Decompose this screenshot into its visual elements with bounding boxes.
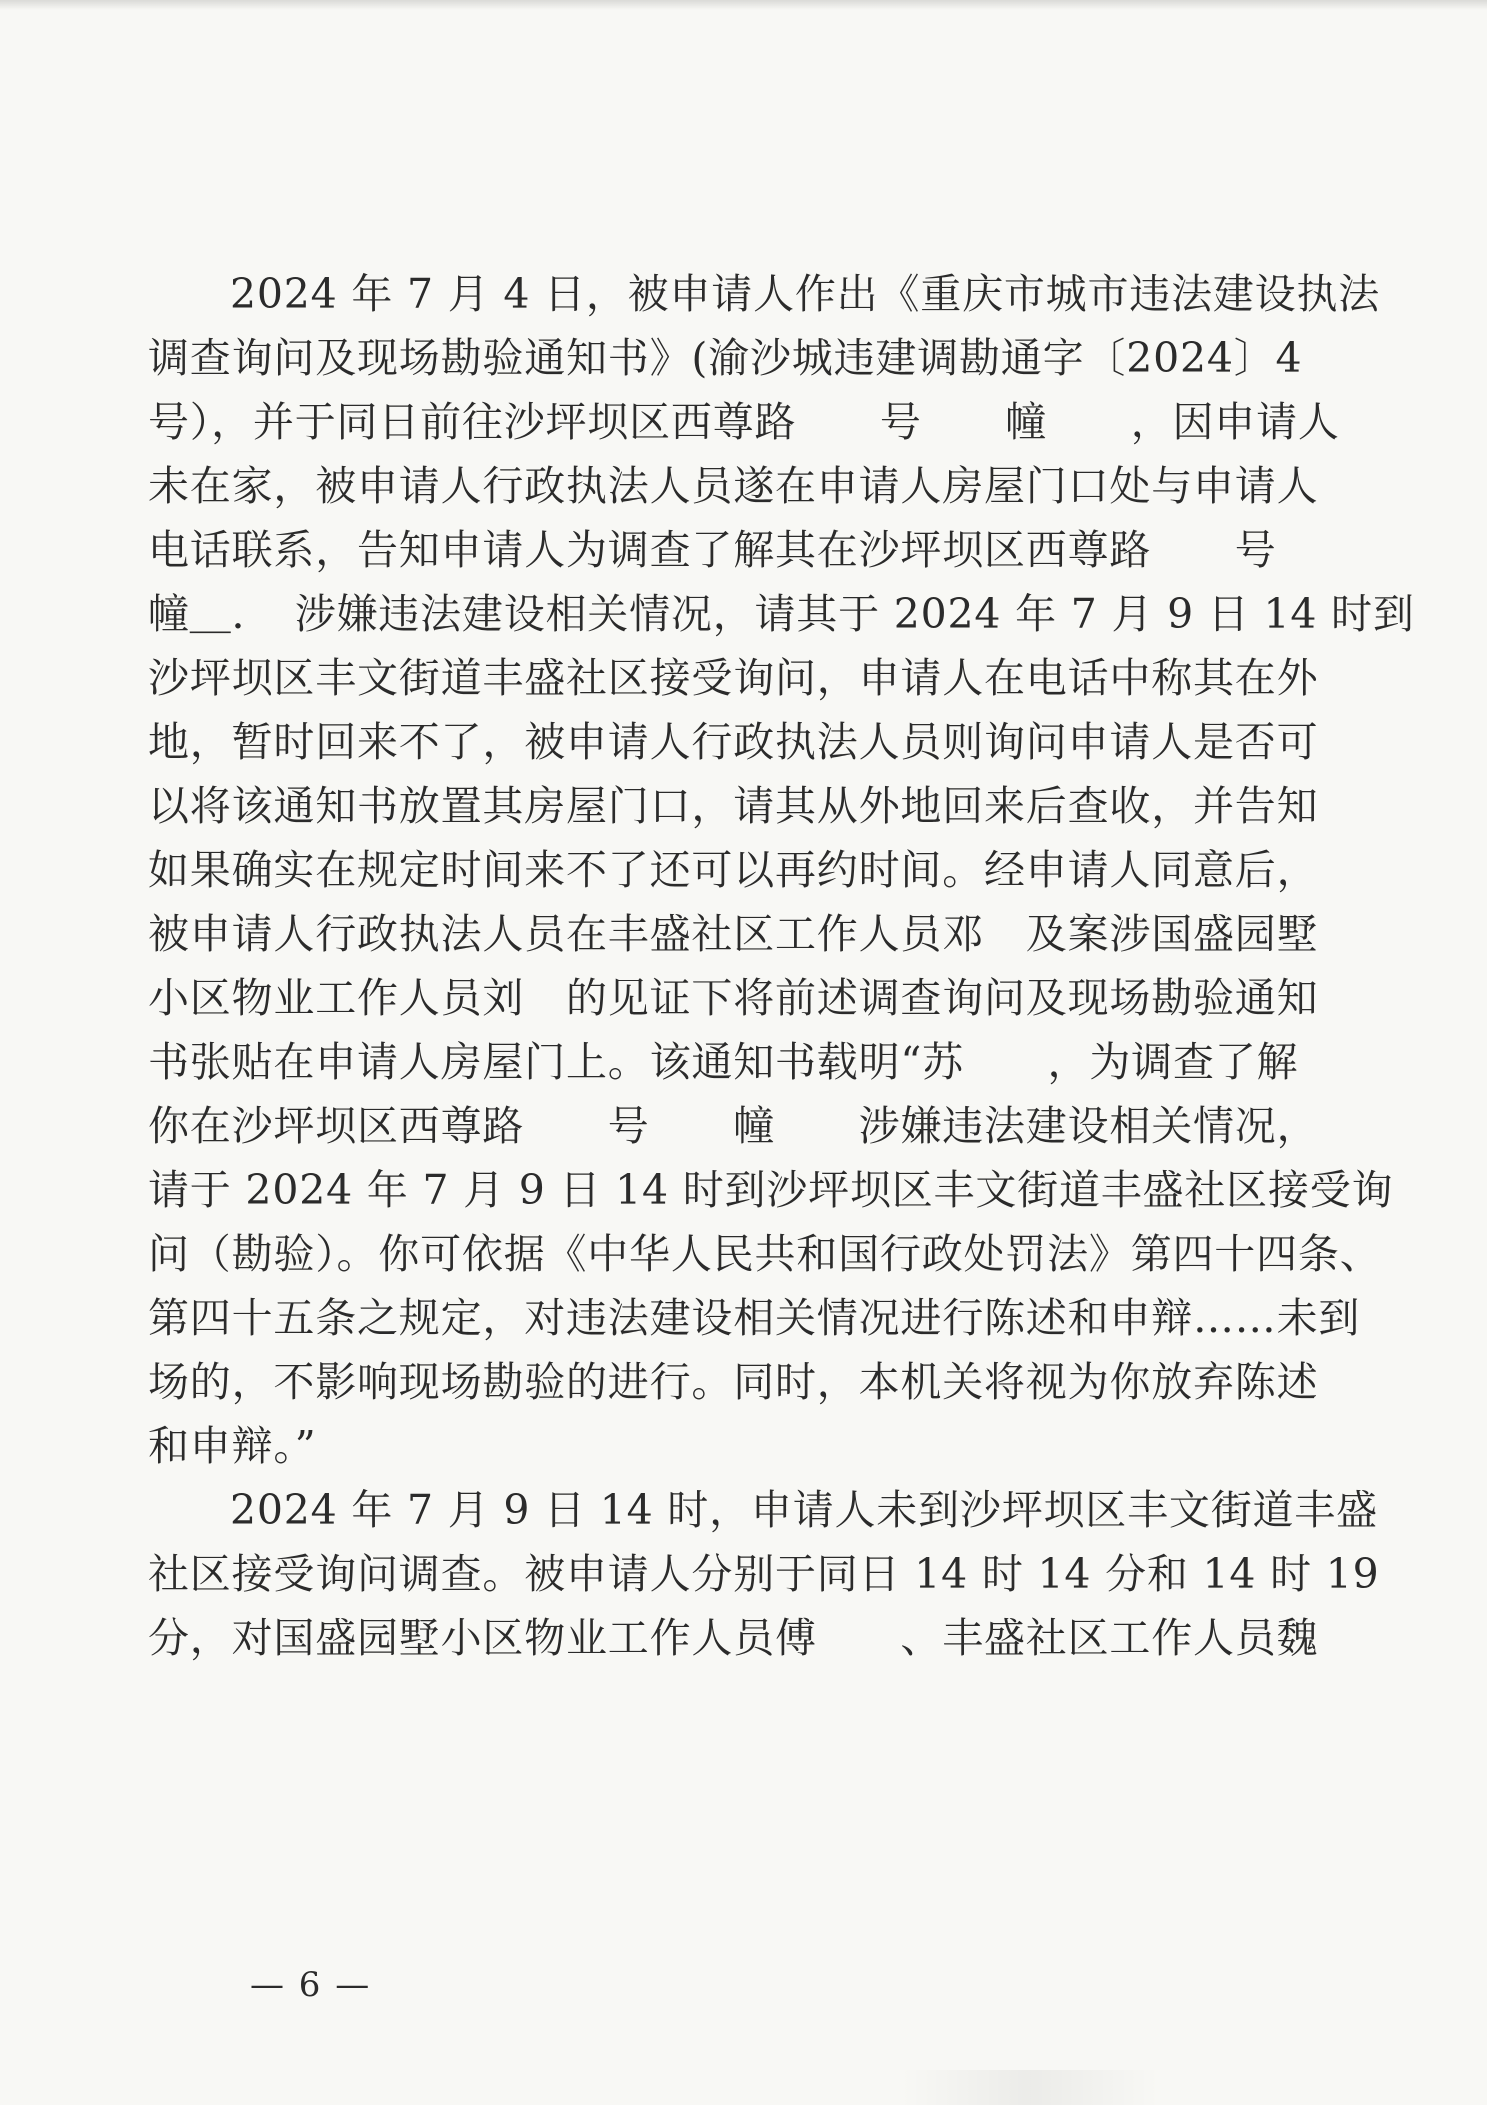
paragraph-line-5: 电话联系，告知申请人为调查了解其在沙坪坝区西尊路 号: [148, 526, 1277, 574]
paragraph-line-17: 第四十五条之规定，对违法建设相关情况进行陈述和申辩……未到: [148, 1294, 1361, 1342]
paragraph-line-19: 和申辩。”: [148, 1422, 317, 1470]
paragraph-line-7: 沙坪坝区丰文街道丰盛社区接受询问，申请人在电话中称其在外: [148, 654, 1319, 702]
paragraph-line-10: 如果确实在规定时间来不了还可以再约时间。经申请人同意后，: [148, 846, 1319, 894]
paragraph-line-11: 被申请人行政执法人员在丰盛社区工作人员邓 及案涉国盛园墅: [148, 910, 1319, 958]
paragraph-line-15: 请于 2024 年 7 月 9 日 14 时到沙坪坝区丰文街道丰盛社区接受询: [148, 1166, 1394, 1214]
paragraph-line-4: 未在家，被申请人行政执法人员遂在申请人房屋门口处与申请人: [148, 462, 1319, 510]
paragraph-line-18: 场的，不影响现场勘验的进行。同时，本机关将视为你放弃陈述: [148, 1358, 1319, 1406]
paragraph-line-6: 幢＿． 涉嫌违法建设相关情况，请其于 2024 年 7 月 9 日 14 时到: [148, 590, 1415, 638]
paragraph-line-13: 书张贴在申请人房屋门上。该通知书载明“苏 ，为调查了解: [148, 1038, 1299, 1086]
paragraph-line-3: 号），并于同日前往沙坪坝区西尊路 号 幢 ，因申请人: [148, 398, 1340, 446]
document-body: [148, 262, 1415, 1670]
paragraph-line-1: 2024 年 7 月 4 日，被申请人作出《重庆市城市违法建设执法: [230, 270, 1381, 318]
page-number: — 6 —: [250, 1965, 372, 2005]
paragraph-line-14: 你在沙坪坝区西尊路 号 幢 涉嫌违法建设相关情况，: [148, 1102, 1319, 1150]
paragraph-line-21: 社区接受询问调查。被申请人分别于同日 14 时 14 分和 14 时 19: [148, 1550, 1380, 1598]
scan-top-edge: [0, 0, 1487, 10]
paragraph-line-8: 地，暂时回来不了，被申请人行政执法人员则询问申请人是否可: [148, 718, 1319, 766]
paragraph-line-22: 分，对国盛园墅小区物业工作人员傅 、丰盛社区工作人员魏: [148, 1614, 1319, 1662]
paragraph-line-12: 小区物业工作人员刘 的见证下将前述调查询问及现场勘验通知: [148, 974, 1319, 1022]
scan-bottom-shadow: [900, 2070, 1160, 2105]
paragraph-line-9: 以将该通知书放置其房屋门口，请其从外地回来后查收，并告知: [148, 782, 1319, 830]
paragraph-line-16: 问（勘验）。你可依据《中华人民共和国行政处罚法》第四十四条、: [148, 1230, 1382, 1278]
paragraph-line-2: 调查询问及现场勘验通知书》(渝沙城违建调勘通字〔2024〕4: [148, 334, 1303, 382]
paragraph-line-20: 2024 年 7 月 9 日 14 时，申请人未到沙坪坝区丰文街道丰盛: [230, 1486, 1378, 1534]
